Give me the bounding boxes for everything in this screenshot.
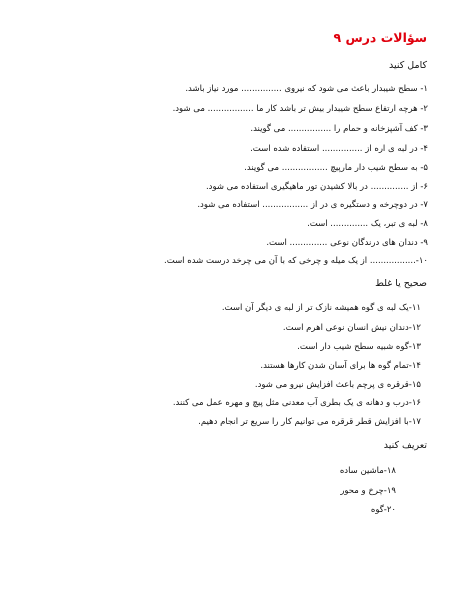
- question-16: ۱۶-درب و دهانه ی یک بطری آب معدنی مثل پیچ و مهره عمل می کنند.: [172, 398, 421, 408]
- question-15: ۱۵-قرقره ی پرچم باعث افزایش نیرو می شود.: [254, 380, 421, 390]
- question-18: ۱۸-ماشین ساده: [339, 466, 396, 476]
- section-heading-complete: کامل کنید: [389, 60, 427, 71]
- question-3: ۳- کف آشپزخانه و حمام را ................ می گویند.: [250, 124, 428, 134]
- question-9: ۹- دندان های درندگان نوعی .............. است.: [266, 238, 428, 248]
- question-7: ۷- در دوچرخه و دستگیره ی در از ................. استفاده می شود.: [197, 200, 428, 210]
- section-heading-true-false: صحیح یا غلط: [375, 278, 427, 289]
- question-2: ۲- هرچه ارتفاع سطح شیبدار بیش تر باشد کار ما ................. می شود.: [172, 104, 428, 114]
- question-13: ۱۳-گوه شبیه سطح شیب دار است.: [297, 342, 421, 352]
- question-8: ۸- لبه ی تبر، یک .............. است.: [307, 219, 428, 229]
- question-4: ۴- در لبه ی اره از ............... استفاده شده است.: [250, 144, 428, 154]
- page-title: سؤالات درس ۹: [333, 30, 427, 45]
- question-17: ۱۷-با افزایش قطر قرقره می توانیم کار را سریع تر انجام دهیم.: [198, 417, 421, 427]
- question-14: ۱۴-تمام گوه ها برای آسان شدن کارها هستند.: [260, 361, 421, 371]
- question-20: ۲۰-گوه: [370, 505, 396, 515]
- question-6: ۶- از .............. در بالا کشیدن تور ماهیگیری استفاده می شود.: [205, 182, 428, 192]
- question-11: ۱۱-یک لبه ی گوه همیشه نازک تر از لبه ی دیگر آن است.: [221, 303, 421, 313]
- question-10: ۱۰-................. از یک میله و چرخی که با آن می چرخد درست شده است.: [164, 256, 428, 266]
- question-12: ۱۲-دندان نیش انسان نوعی اهرم است.: [282, 323, 421, 333]
- question-1: ۱- سطح شیبدار باعث می شود که نیروی ............... مورد نیاز باشد.: [185, 84, 428, 94]
- question-19: ۱۹-چرخ و محور: [340, 486, 396, 496]
- question-5: ۵- به سطح شیب دار مارپیچ ................. می گویند.: [244, 163, 428, 173]
- section-heading-define: تعریف کنید: [383, 440, 427, 451]
